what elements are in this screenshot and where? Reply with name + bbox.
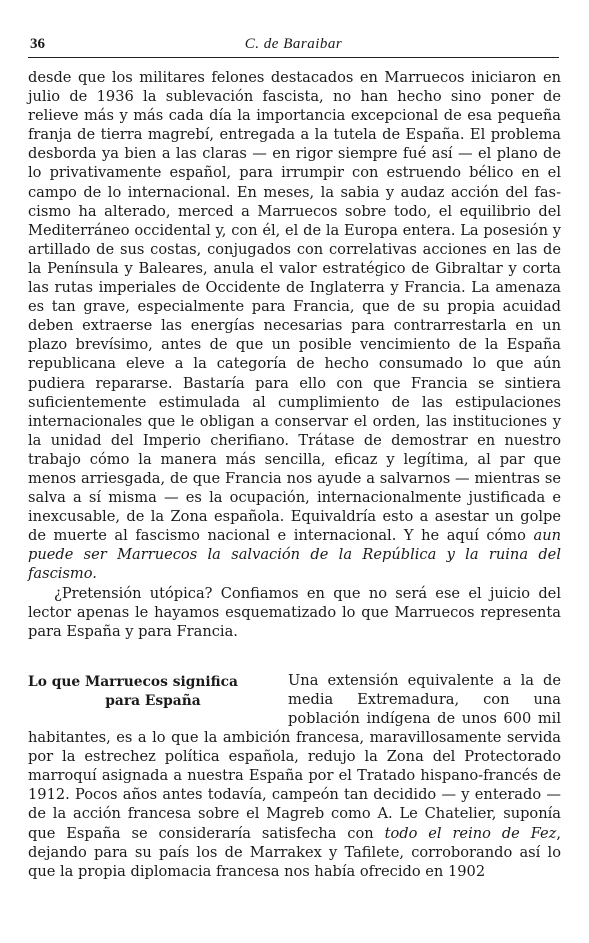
- paragraph-1-italic: aun puede ser Marruecos la salvación de la República y la ruina del fascismo.: [28, 527, 561, 583]
- section-italic: todo el reino de Fez: [384, 824, 557, 842]
- section-heading: [28, 673, 278, 711]
- paragraph-2: ¿Pretensión utópica? Confiamos en que no será ese el juicio del lector apenas le hayamos esquematizado lo que Marruecos representa para España y para Francia.: [28, 584, 561, 640]
- paragraph-1: [28, 68, 561, 584]
- running-head: [28, 34, 559, 54]
- page-number: 36: [30, 36, 45, 52]
- header-rule: [28, 57, 559, 58]
- section-text-2: , dejando para su país los de Marrakex y Tafilete, corroborando así lo que la propia diplomacia francesa nos había ofrecido en 1902: [28, 824, 561, 880]
- section-text-1: Una extensión equivalente a la de media Extremadura, con una población indígena de unos 600 mil habitantes, es a lo que la ambición francesa, maravillosamente servida por la estrechez política española, redujo la Zona del Protectorado marroquí asignada a nuestra España por el Tratado hispano-francés de 1912. Pocos años antes todavía, campeón tan decidido — y enterado — de la acción francesa sobre el Magreb como A. Le Chatelier, suponía que España se consideraría satisfecha con: [28, 671, 561, 842]
- section-morocco-spain: [28, 671, 561, 881]
- section-heading-line-1: Lo que Marruecos significa: [28, 673, 238, 690]
- body-text: [28, 68, 561, 881]
- section-heading-line-2: para España: [105, 692, 201, 709]
- paragraph-1-text: desde que los militares felones destacados en Marruecos iniciaron en julio de 1936 la sublevación fascista, no han hecho sino poner de relieve más y más cada día la importancia excepcional de esa pequeña franja de tierra magrebí, entregada a la tutela de España. El problema desborda ya bien a las claras — en rigor siempre fué así — el plano de lo privativamente español, para irrumpir con estruendo bélico en el campo de lo internacional. En meses, la sabia y audaz acción del fascismo ha alterado, merced a Marruecos sobre todo, el equilibrio del Mediterráneo occidental y, con él, el de la Europa entera. La posesión y artillado de sus costas, conjugados con correlativas acciones en las de la Península y Baleares, anula el valor estratégico de Gibraltar y corta las rutas imperiales de Occidente de Inglaterra y Francia. La amenaza es tan grave, especialmente para Francia, que de su propia acuidad deben extraerse las energías necesarias para contrarrestarla en un plazo brevísimo, antes de que un posible vencimiento de la España republicana eleve a la categoría de hecho consumado lo que aún pudiera repararse. Bastaría para ello con que Francia se sintiera suficientemente estimulada al cumplimiento de las estipulaciones internacionales que le obligan a conservar el orden, las instituciones y la unidad del Imperio cherifiano. Trátase de demostrar en nuestro trabajo cómo la manera más sencilla, eficaz y legítima, al par que menos arriesgada, de que Francia nos ayude a salvarnos — mientras se salva a sí misma — es la ocupación, internacionalmente justificada e inexcusable, de la Zona española. Equivaldría esto a asestar un golpe de muerte al fascismo nacional e internacional. Y he aquí cómo: [28, 69, 561, 545]
- running-title: C. de Baraibar: [244, 36, 343, 52]
